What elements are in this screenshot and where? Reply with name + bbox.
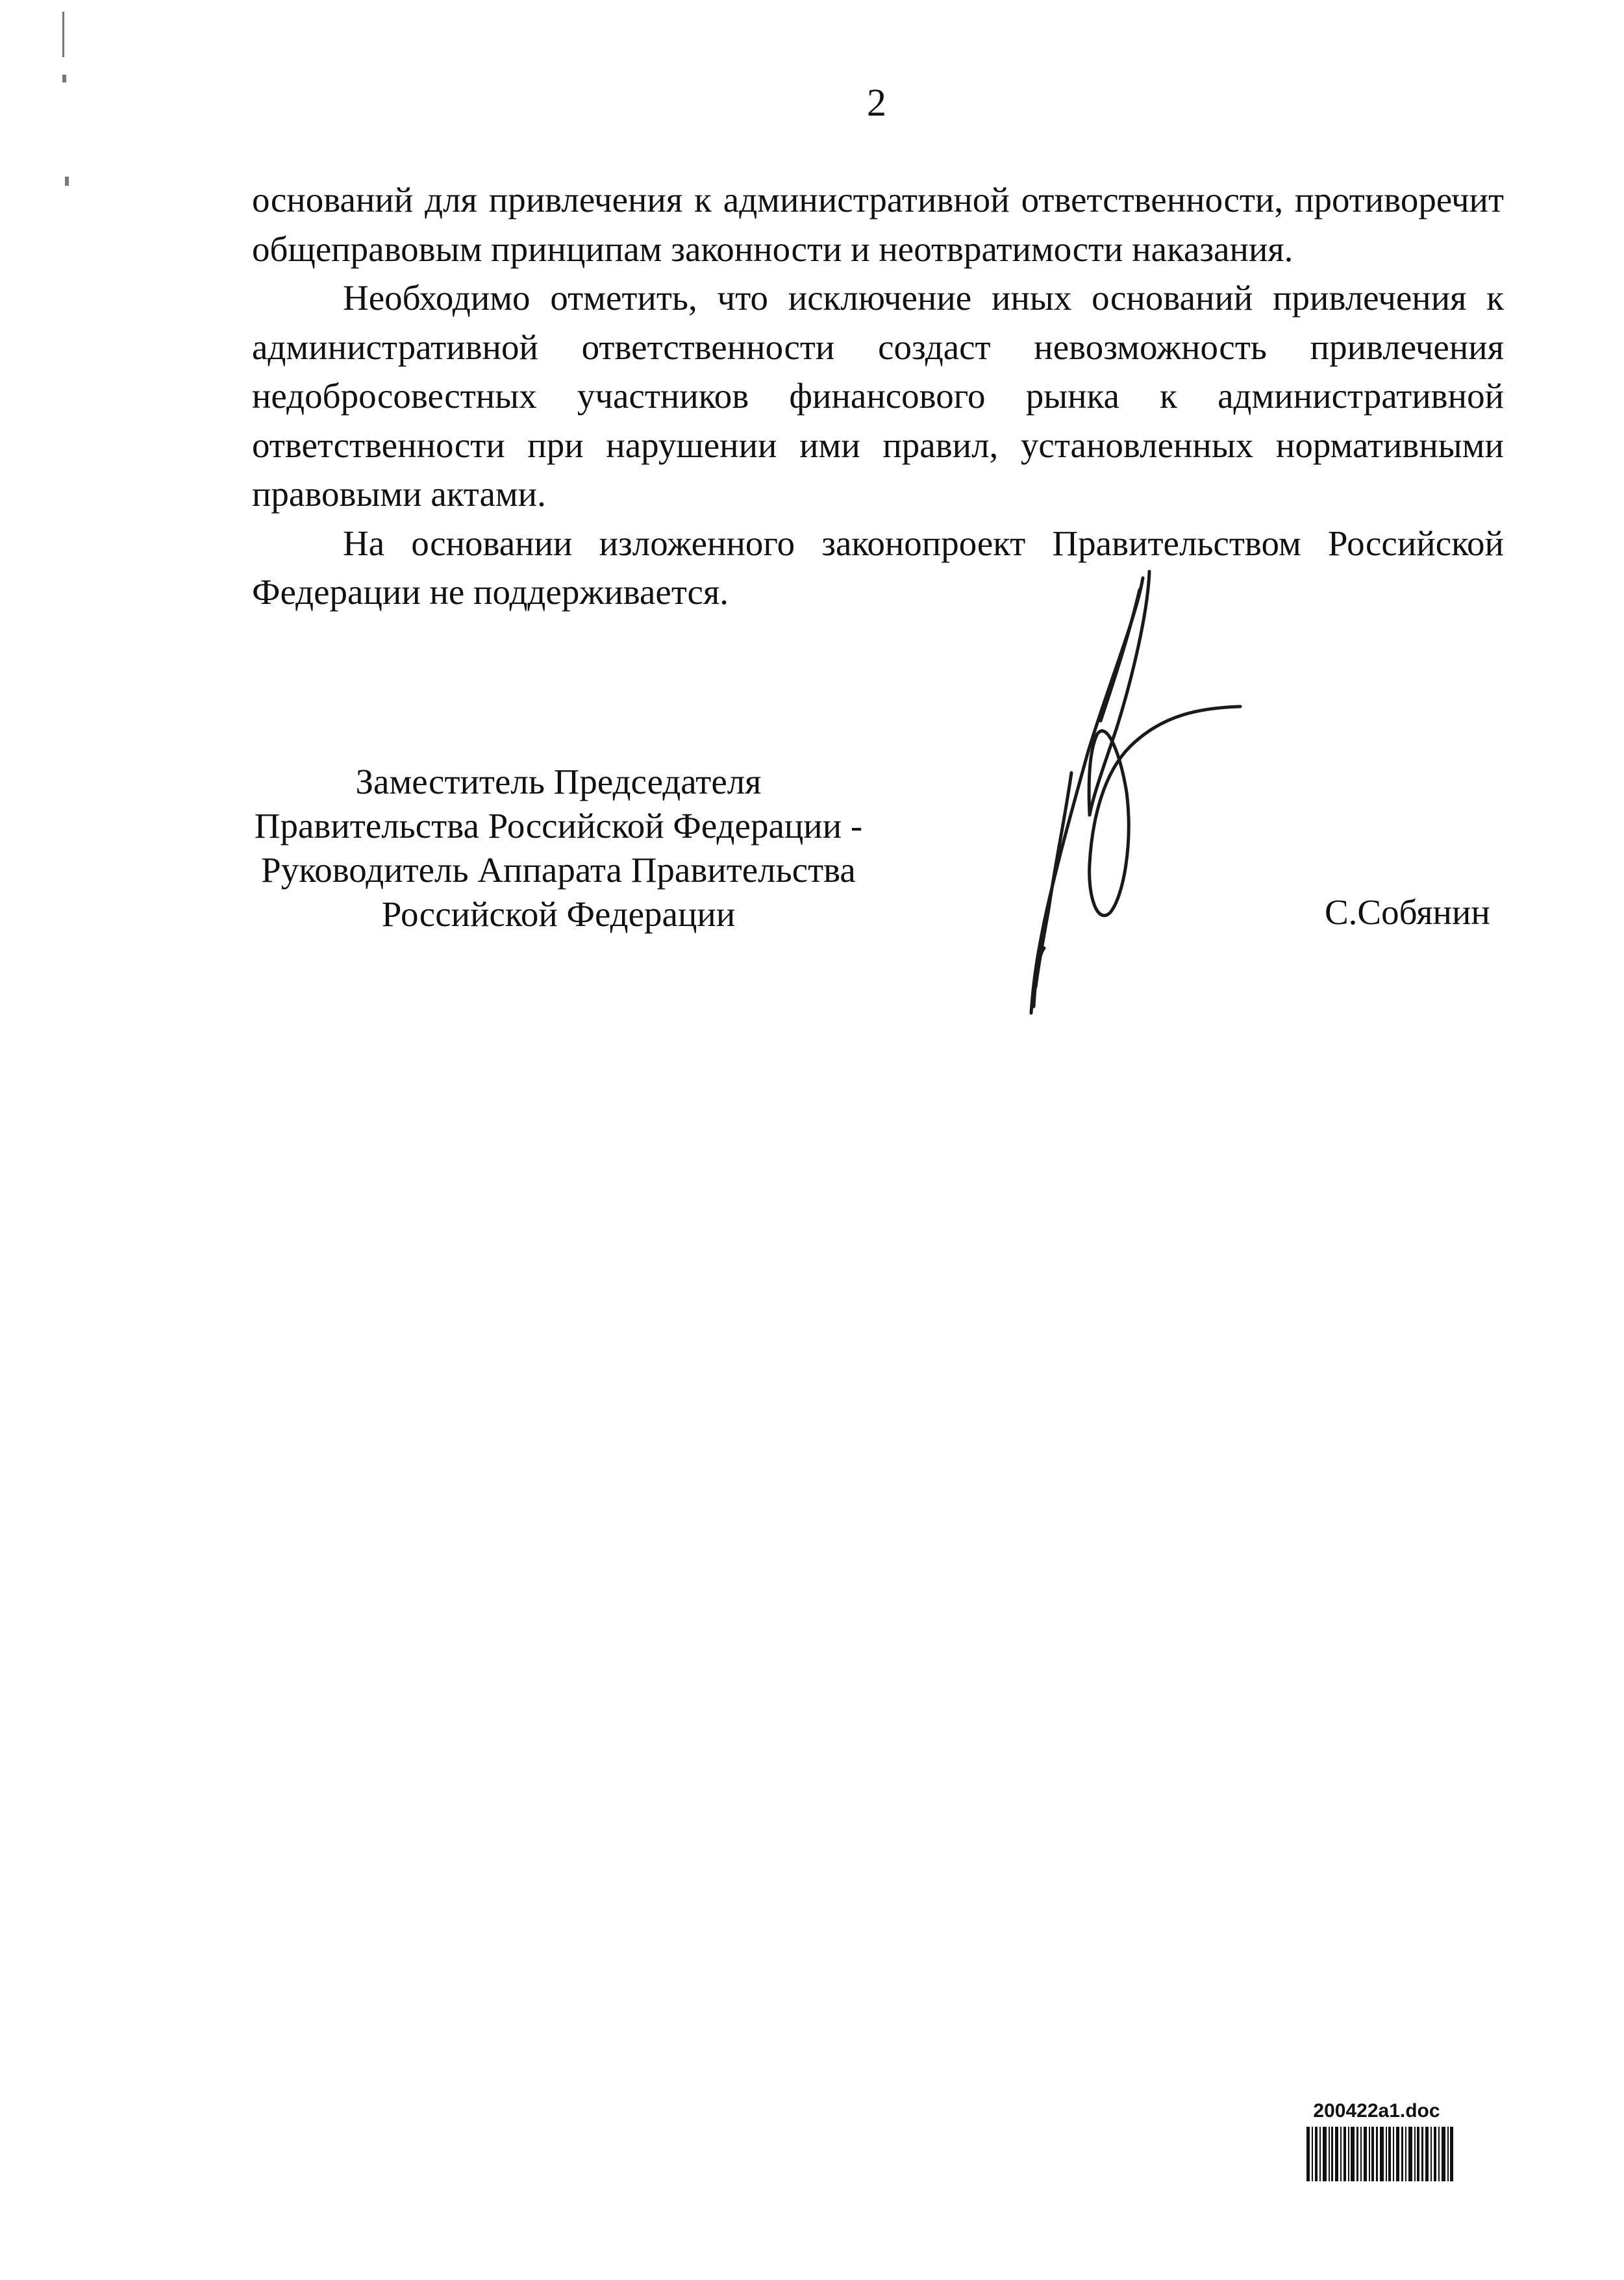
signatory-title-line: Правительства Российской Федерации -	[254, 806, 863, 846]
signatory-title-line: Заместитель Председателя	[355, 762, 762, 801]
barcode	[1306, 2127, 1453, 2181]
document-code: 200422a1.doc	[1313, 2100, 1440, 2122]
scan-edge-mark-lower	[65, 177, 69, 186]
paragraph-consequences: Необходимо отметить, что исключение иных оснований привлечения к административной ответственности создаст невозможность привлечения недобросовестных участников финансового рынка к административной ответственности при нарушении ими правил, установленных нормативными правовыми актами.	[252, 278, 1504, 514]
body-text	[252, 175, 1504, 617]
signatory-title-line: Руководитель Аппарата Правительства	[261, 850, 856, 890]
signatory-title-line: Российской Федерации	[381, 894, 736, 934]
scan-edge-mark-middle	[62, 75, 66, 82]
scan-edge-mark-top	[62, 12, 64, 57]
page-number: 2	[867, 81, 886, 124]
handwritten-signature	[974, 558, 1247, 1052]
paragraph-conclusion: На основании изложенного законопроект Правительством Российской Федерации не поддерживается.	[252, 523, 1504, 612]
paragraph-continuation: оснований для привлечения к административной ответственности, противоречит общеправовым принципам законности и неотвратимости наказания.	[252, 180, 1504, 269]
signatory-title	[214, 760, 903, 936]
signatory-name: С.Собянин	[1325, 892, 1490, 932]
